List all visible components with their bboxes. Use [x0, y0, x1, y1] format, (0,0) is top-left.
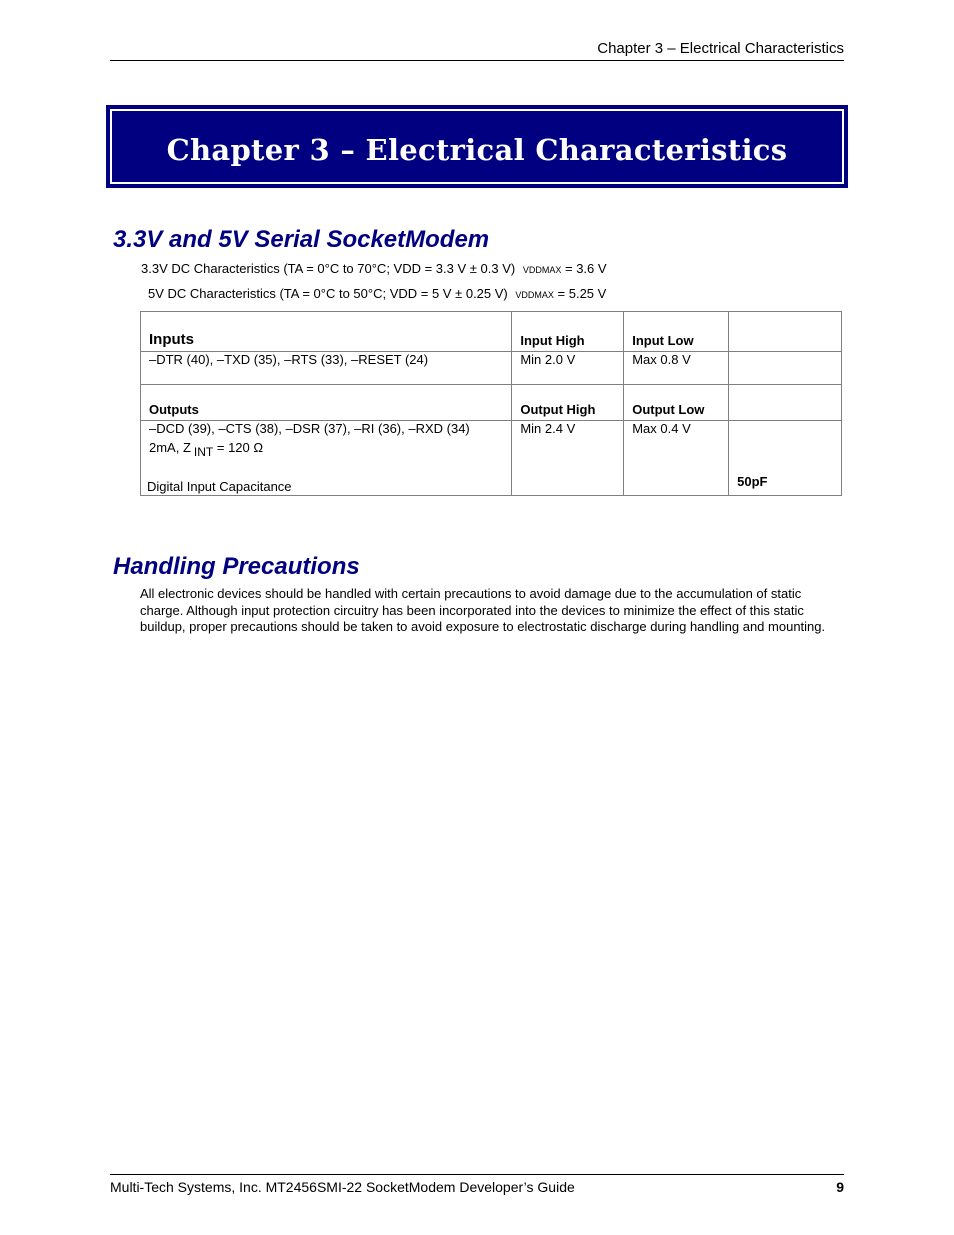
page-number: 9	[836, 1179, 844, 1195]
output-low-header-cell: Output Low	[624, 385, 729, 421]
table-row	[141, 421, 842, 496]
outputs-header-cell: Outputs	[141, 385, 512, 421]
input-signals-cell: –DTR (40), –TXD (35), –RTS (33), –RESET (24)	[141, 352, 512, 385]
footer-rule	[110, 1174, 844, 1175]
dc-5v-vddmax-sub: VDDMAX	[515, 290, 554, 300]
dc-characteristics-5v	[148, 286, 606, 303]
digital-input-capacitance-label: Digital Input Capacitance	[147, 479, 292, 494]
footer-text: Multi-Tech Systems, Inc. MT2456SMI-22 SocketModem Developer’s Guide	[110, 1179, 575, 1195]
dc-5v-vddmax-value: = 5.25 V	[557, 286, 607, 301]
output-current-line	[149, 438, 503, 462]
dc-3v3-text: 3.3V DC Characteristics (TA = 0°C to 70°C; VDD = 3.3 V ± 0.3 V)	[141, 261, 516, 276]
inputs-extra-header-cell	[729, 312, 842, 352]
chapter-title: Chapter 3 – Electrical Characteristics	[166, 132, 788, 167]
input-high-value-cell: Min 2.0 V	[512, 352, 624, 385]
inputs-extra-value-cell	[729, 352, 842, 385]
output-high-header-cell: Output High	[512, 385, 624, 421]
outputs-extra-header-cell	[729, 385, 842, 421]
table-row	[141, 385, 842, 421]
section-heading-handling-precautions: Handling Precautions	[113, 553, 360, 580]
header-rule	[110, 60, 844, 61]
handling-precautions-paragraph: All electronic devices should be handled with certain precautions to avoid damage due to the accumulation of static charge. Although input protection circuitry has been incorporated into the devices to minimize the effect of this static buildup, proper precautions should be taken to avoid exposure to electrostatic discharge during handling and mounting.	[140, 586, 826, 634]
dc-3v3-vddmax-value: = 3.6 V	[564, 261, 607, 276]
dc-3v3-vddmax-sub: VDDMAX	[522, 265, 562, 275]
output-impedance-value: = 120 Ω	[213, 440, 264, 455]
chapter-banner	[106, 105, 848, 188]
electrical-characteristics-table	[140, 311, 842, 496]
input-low-value-cell: Max 0.8 V	[624, 352, 729, 385]
table-row	[141, 312, 842, 352]
dc-5v-text: 5V DC Characteristics (TA = 0°C to 50°C; VDD = 5 V ± 0.25 V)	[148, 286, 508, 301]
output-low-value-cell: Max 0.4 V	[624, 421, 729, 496]
input-high-header-cell: Input High	[512, 312, 624, 352]
dc-characteristics-3v3	[141, 261, 607, 278]
input-low-header-cell: Input Low	[624, 312, 729, 352]
running-header: Chapter 3 – Electrical Characteristics	[597, 40, 844, 57]
section-heading-serial-socketmodem: 3.3V and 5V Serial SocketModem	[113, 226, 490, 253]
z-int-sub: INT	[193, 445, 214, 459]
output-signals-cell	[141, 421, 512, 496]
output-signals-text: –DCD (39), –CTS (38), –DSR (37), –RI (36), –RXD (34)	[149, 421, 470, 436]
output-current-prefix: 2mA, Z	[149, 440, 191, 455]
capacitance-value-cell: 50pF	[729, 421, 842, 496]
chapter-banner-frame	[110, 109, 844, 184]
table-row	[141, 352, 842, 385]
inputs-header-cell: Inputs	[141, 312, 512, 352]
output-high-value-cell: Min 2.4 V	[512, 421, 624, 496]
